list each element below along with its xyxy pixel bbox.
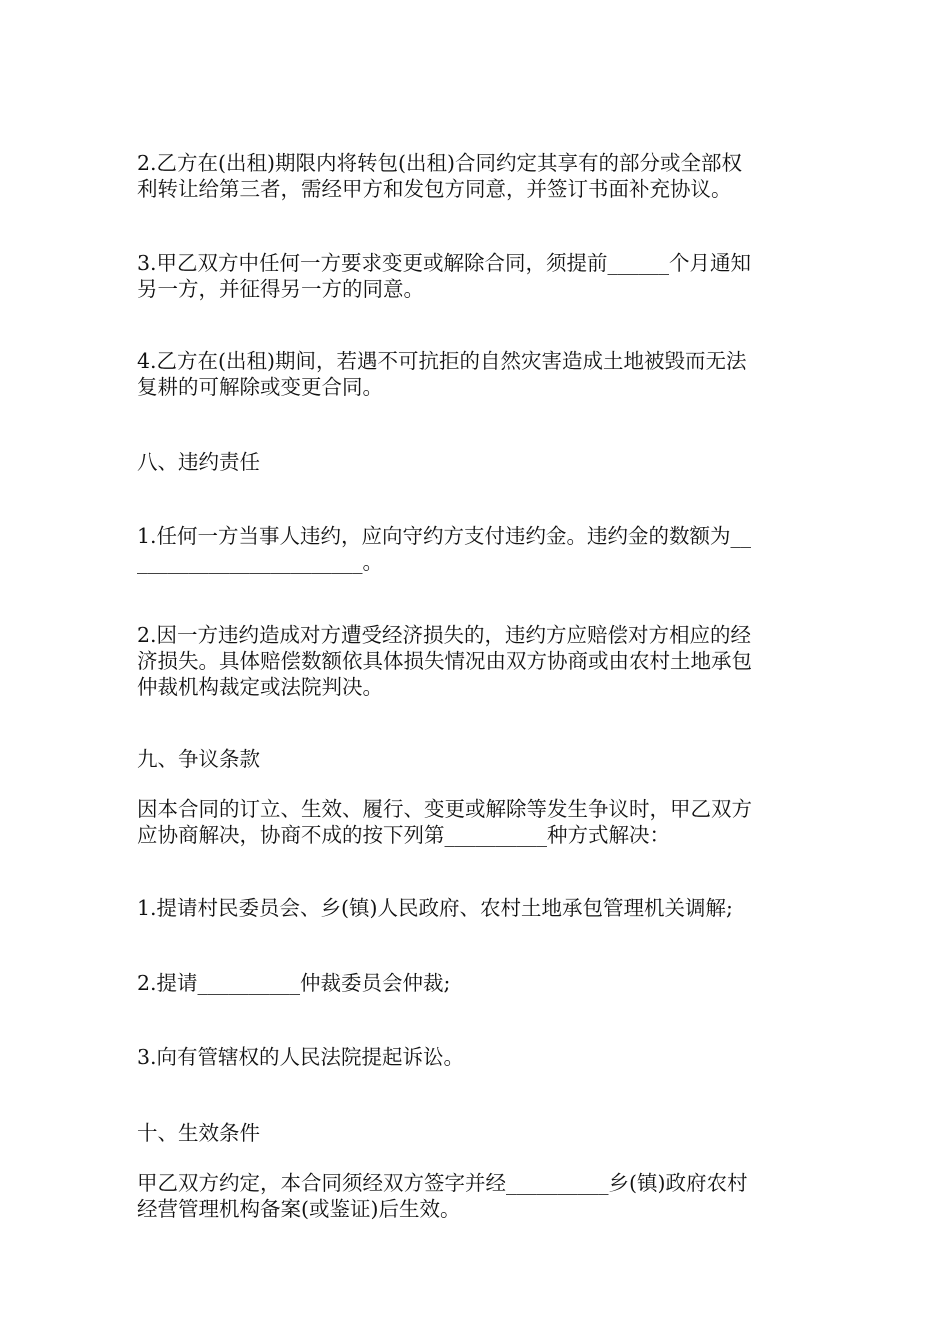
text-line: ______________________。 bbox=[137, 550, 383, 574]
text-line: 经营管理机构备案(或鉴证)后生效。 bbox=[137, 1197, 461, 1221]
paragraph-9-2 bbox=[137, 970, 817, 996]
text-line: 2.乙方在(出租)期限内将转包(出租)合同约定其享有的部分或全部权 bbox=[137, 151, 743, 175]
text-line: 另一方，并征得另一方的同意。 bbox=[137, 277, 424, 301]
text-line: 2.提请__________仲裁委员会仲裁; bbox=[137, 971, 451, 995]
text-line: 4.乙方在(出租)期间，若遇不可抗拒的自然灾害造成土地被毁而无法 bbox=[137, 349, 747, 373]
paragraph-7-2 bbox=[137, 150, 817, 202]
heading-text: 九、争议条款 bbox=[137, 747, 260, 771]
paragraph-7-4 bbox=[137, 348, 817, 400]
text-line: 1.任何一方当事人违约，应向守约方支付违约金。违约金的数额为__ bbox=[137, 524, 752, 548]
section-heading-effective-conditions bbox=[137, 1120, 817, 1146]
text-line: 仲裁机构裁定或法院判决。 bbox=[137, 675, 383, 699]
text-line: 3.向有管辖权的人民法院提起诉讼。 bbox=[137, 1045, 465, 1069]
text-line: 因本合同的订立、生效、履行、变更或解除等发生争议时，甲乙双方 bbox=[137, 797, 752, 821]
text-line: 利转让给第三者，需经甲方和发包方同意，并签订书面补充协议。 bbox=[137, 177, 732, 201]
text-line: 济损失。具体赔偿数额依具体损失情况由双方协商或由农村土地承包 bbox=[137, 649, 752, 673]
text-line: 应协商解决，协商不成的按下列第__________种方式解决： bbox=[137, 823, 670, 847]
paragraph-7-3 bbox=[137, 250, 817, 302]
text-line: 3.甲乙双方中任何一方要求变更或解除合同，须提前______个月通知 bbox=[137, 251, 752, 275]
paragraph-9-0 bbox=[137, 796, 817, 848]
paragraph-10-0 bbox=[137, 1170, 817, 1222]
text-line: 2.因一方违约造成对方遭受经济损失的，违约方应赔偿对方相应的经 bbox=[137, 623, 752, 647]
heading-text: 十、生效条件 bbox=[137, 1121, 260, 1145]
paragraph-8-1 bbox=[137, 523, 817, 575]
section-heading-dispute-clause bbox=[137, 746, 817, 772]
text-line: 1.提请村民委员会、乡(镇)人民政府、农村土地承包管理机关调解; bbox=[137, 896, 733, 920]
text-line: 复耕的可解除或变更合同。 bbox=[137, 375, 383, 399]
heading-text: 八、违约责任 bbox=[137, 450, 260, 474]
text-line: 甲乙双方约定，本合同须经双方签字并经__________乡(镇)政府农村 bbox=[137, 1171, 748, 1195]
paragraph-8-2 bbox=[137, 622, 817, 700]
paragraph-9-3 bbox=[137, 1044, 817, 1070]
paragraph-9-1 bbox=[137, 895, 817, 921]
section-heading-breach-liability bbox=[137, 449, 817, 475]
